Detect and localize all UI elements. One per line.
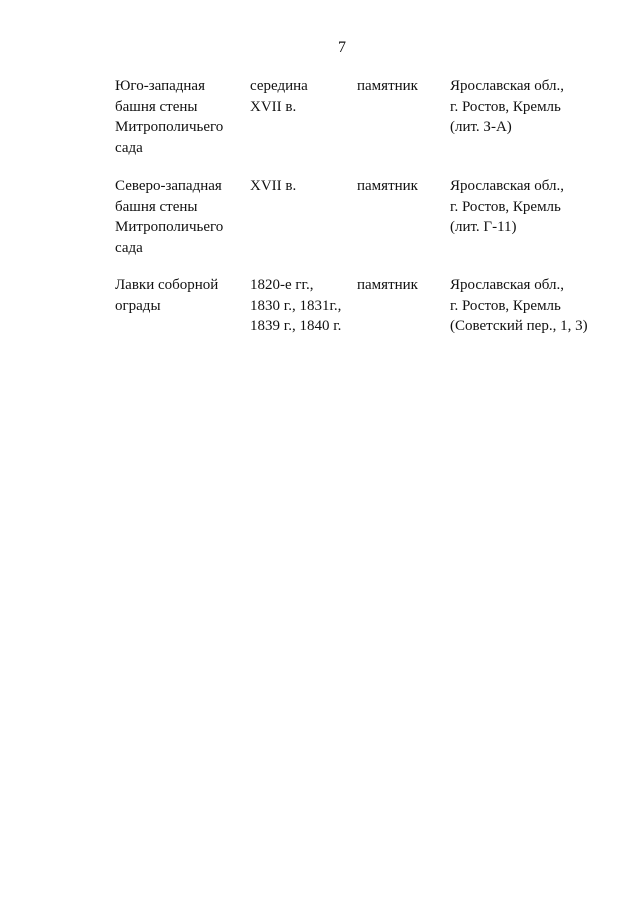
page-number: 7	[338, 39, 346, 56]
object-name: Лавки соборной ограды	[115, 277, 219, 314]
object-date: XVII в.	[250, 178, 297, 194]
object-name: Юго-западная башня стены Митрополичьего сада	[115, 78, 224, 156]
object-address: Ярославская обл., г. Ростов, Кремль (Советский пер., 1, 3)	[450, 277, 588, 334]
object-address: Ярославская обл., г. Ростов, Кремль (лит. З-А)	[450, 78, 564, 135]
object-type: памятник	[357, 277, 418, 293]
object-type: памятник	[357, 178, 418, 194]
object-name: Северо-западная башня стены Митрополичьего сада	[115, 178, 224, 256]
object-type: памятник	[357, 78, 418, 94]
object-address: Ярославская обл., г. Ростов, Кремль (лит. Г-11)	[450, 178, 564, 235]
object-date: 1820-е гг., 1830 г., 1831г., 1839 г., 1840 г.	[250, 277, 342, 334]
object-date: середина XVII в.	[250, 78, 308, 115]
